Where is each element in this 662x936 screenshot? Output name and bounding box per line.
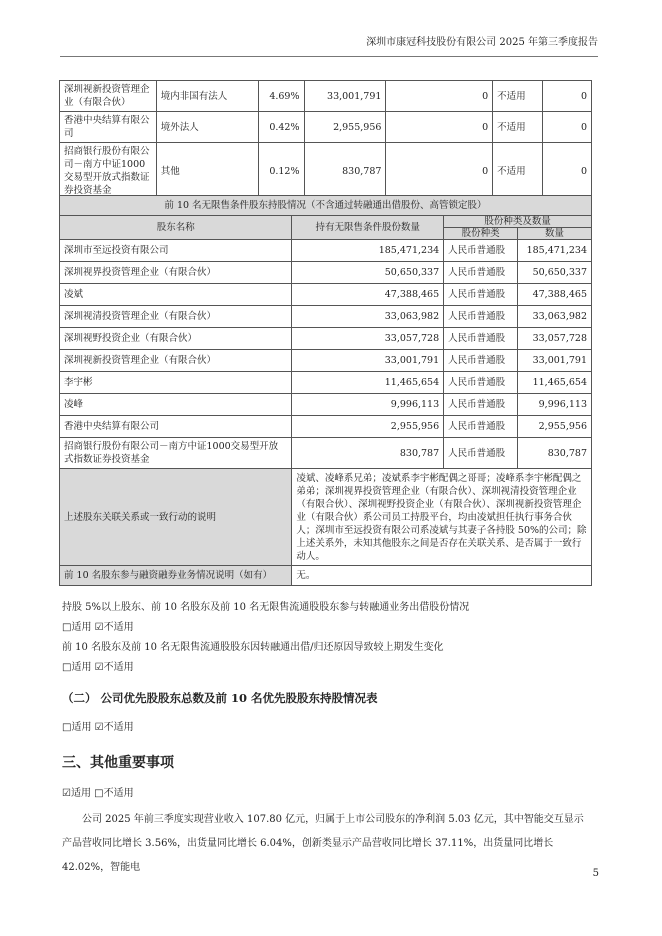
holder-name: 凌斌	[60, 284, 292, 306]
preferred-check: □适用 ☑不适用	[62, 722, 134, 733]
holder-qty: 830,787	[517, 438, 591, 469]
col-header-name: 股东名称	[60, 216, 292, 240]
table-row	[60, 372, 592, 394]
holder-name: 招商银行股份有限公司－南方中证1000交易型开放式指数证券投资基金	[60, 143, 157, 200]
holder-name: 深圳视新投资管理企业（有限合伙）	[60, 350, 292, 372]
holder-type: 人民币普通股	[444, 240, 518, 262]
table-row	[60, 240, 592, 262]
table-row	[60, 394, 592, 416]
table-row	[60, 81, 592, 112]
unrestricted-holders-table	[59, 195, 592, 586]
holder-qty: 9,996,113	[517, 394, 591, 416]
holder-restricted: 0	[386, 143, 493, 200]
holder-held: 33,001,791	[292, 350, 444, 372]
holder-status: 不适用	[493, 112, 543, 143]
holder-qty: 33,057,728	[517, 328, 591, 350]
table-row	[60, 284, 592, 306]
note-lending-check: □适用 ☑不适用	[62, 622, 134, 633]
holder-qty: 47,388,465	[517, 284, 591, 306]
holder-name: 深圳视界投资管理企业（有限合伙）	[60, 262, 292, 284]
holder-name: 香港中央结算有限公司	[60, 416, 292, 438]
holder-qty: 50,650,337	[517, 262, 591, 284]
section-title-row	[60, 196, 592, 216]
page-header	[60, 36, 598, 57]
holder-held: 830,787	[292, 438, 444, 469]
note-change: 前 10 名股东及前 10 名无限售流通股股东因转融通出借/归还原因导致较上期发生变化	[62, 642, 444, 653]
relation-row	[60, 469, 592, 566]
holder-name: 深圳视新投资管理企业（有限合伙）	[60, 81, 157, 112]
holder-name: 深圳市至远投资有限公司	[60, 240, 292, 262]
holder-type: 人民币普通股	[444, 438, 518, 469]
col-header-qty: 数量	[517, 228, 591, 240]
holder-name: 深圳视清投资管理企业（有限合伙）	[60, 306, 292, 328]
holder-pct: 0.12%	[258, 143, 304, 200]
holder-held: 50,650,337	[292, 262, 444, 284]
holder-qty: 185,471,234	[517, 240, 591, 262]
other-matters-paragraph: 公司 2025 年前三季度实现营业收入 107.80 亿元，归属于上市公司股东的净利润 5.03 亿元，其中智能交互显示产品营收同比增长 3.56%，出货量同比增长 6.04%，创新类显示产品营收同比增长 37.11%，出货量同比增长 42.02%，智能电	[62, 814, 584, 873]
holder-type: 人民币普通股	[444, 350, 518, 372]
holder-held: 185,471,234	[292, 240, 444, 262]
margin-label: 前 10 名股东参与融资融券业务情况说明（如有）	[60, 566, 292, 586]
holder-qty: 33,063,982	[517, 306, 591, 328]
note-lending: 持股 5%以上股东、前 10 名股东及前 10 名无限售流通股股东参与转融通业务出借股份情况	[62, 602, 470, 613]
other-matters-title: 三、其他重要事项	[62, 755, 174, 771]
table-row	[60, 143, 592, 200]
holder-type: 人民币普通股	[444, 284, 518, 306]
section-title: 前 10 名无限售条件股东持股情况（不含通过转融通出借股份、高管锁定股）	[60, 196, 592, 216]
holder-pct: 4.69%	[258, 81, 304, 112]
holder-name: 招商银行股份有限公司－南方中证1000交易型开放式指数证券投资基金	[60, 438, 292, 469]
holder-qty: 0	[543, 81, 592, 112]
table-row	[60, 438, 592, 469]
holder-status: 不适用	[493, 143, 543, 200]
holder-type: 人民币普通股	[444, 372, 518, 394]
holder-restricted: 0	[386, 81, 493, 112]
other-matters-check: ☑适用 □不适用	[62, 788, 134, 799]
holder-held: 33,063,982	[292, 306, 444, 328]
col-header-type-group: 股份种类及数量	[444, 216, 592, 228]
table-row	[60, 416, 592, 438]
table-row	[60, 328, 592, 350]
holder-type: 人民币普通股	[444, 306, 518, 328]
col-header-held: 持有无限售条件股份数量	[292, 216, 444, 240]
holder-qty: 2,955,956	[517, 416, 591, 438]
holder-name: 凌峰	[60, 394, 292, 416]
col-header-type: 股份种类	[444, 228, 518, 240]
relation-text: 凌斌、凌峰系兄弟；凌斌系李宇彬配偶之哥哥；凌峰系李宇彬配偶之弟弟；深圳视界投资管理企业（有限合伙）、深圳视清投资管理企业（有限合伙）、深圳视野投资企业（有限合伙）、深圳视新投资管理企业（有限合伙）系公司员工持股平台，均由凌斌担任执行事务合伙人；深圳市至远投资有限公司系凌斌与其妻子各持股 50%的公司；除上述关系外，未知其他股东之间是否存在关联关系、是否属于一致行动人。	[292, 469, 592, 566]
margin-row	[60, 566, 592, 586]
holder-shares: 33,001,791	[304, 81, 386, 112]
page-number: 5	[592, 868, 599, 879]
holder-shares: 2,955,956	[304, 112, 386, 143]
margin-value: 无。	[292, 566, 592, 586]
holder-qty: 0	[543, 112, 592, 143]
holder-qty: 0	[543, 143, 592, 200]
holder-held: 2,955,956	[292, 416, 444, 438]
holder-type: 人民币普通股	[444, 262, 518, 284]
holder-held: 11,465,654	[292, 372, 444, 394]
holder-held: 33,057,728	[292, 328, 444, 350]
holder-held: 9,996,113	[292, 394, 444, 416]
preferred-section-title: （二） 公司优先股股东总数及前 10 名优先股股东持股情况表	[62, 691, 378, 705]
holder-name: 李宇彬	[60, 372, 292, 394]
holder-restricted: 0	[386, 112, 493, 143]
top-shareholder-table	[59, 80, 592, 200]
holder-type: 人民币普通股	[444, 416, 518, 438]
holder-name: 香港中央结算有限公司	[60, 112, 157, 143]
header-title: 深圳市康冠科技股份有限公司 2025 年第三季度报告	[366, 37, 598, 48]
holder-pct: 0.42%	[258, 112, 304, 143]
holder-type: 人民币普通股	[444, 328, 518, 350]
holder-qty: 33,001,791	[517, 350, 591, 372]
holder-nature: 境外法人	[156, 112, 258, 143]
table-row	[60, 350, 592, 372]
header-row	[60, 216, 592, 228]
relation-label: 上述股东关联关系或一致行动的说明	[60, 469, 292, 566]
holder-status: 不适用	[493, 81, 543, 112]
holder-nature: 境内非国有法人	[156, 81, 258, 112]
table-row	[60, 306, 592, 328]
note-change-check: □适用 ☑不适用	[62, 662, 134, 673]
holder-type: 人民币普通股	[444, 394, 518, 416]
table-row	[60, 262, 592, 284]
holder-shares: 830,787	[304, 143, 386, 200]
holder-held: 47,388,465	[292, 284, 444, 306]
table-row	[60, 112, 592, 143]
holder-name: 深圳视野投资企业（有限合伙）	[60, 328, 292, 350]
holder-nature: 其他	[156, 143, 258, 200]
holder-qty: 11,465,654	[517, 372, 591, 394]
